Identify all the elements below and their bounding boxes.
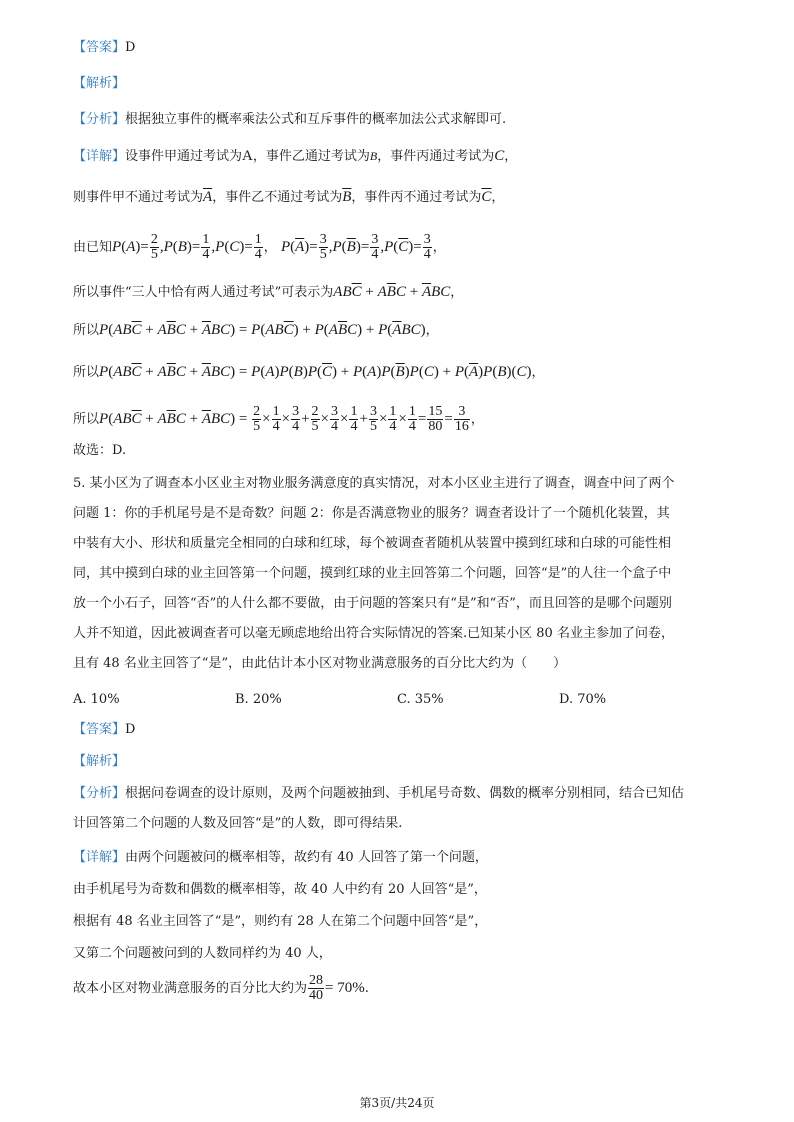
q4-detail-line-3: 由已知P(A)= $\frac{2}{5}$ ,P(B)= $\frac{1}{4}$ ,P(C)= $\frac{1}{4}$ ， $P(\overline{A})=$ $\frac{3}{5}$ $,P(\overline{B})=$ $\frac{3}{4}$ $,P(\overline{C})=$ $\frac{3}{4}$ ， <box>73 232 446 262</box>
q5-final-line: 故本小区对物业满意服务的百分比大约为 $\frac{28}{40}$ = 70%. <box>73 973 369 1003</box>
q4-answer: D <box>125 40 136 55</box>
q4-detail-line-2: 则事件甲不通过考试为$\overline{A}$，事件乙不通过考试为$\overline{B}$，事件丙不通过考试为$\overline{C}$， <box>73 189 505 205</box>
q5-stem-line: 人并不知道，因此被调查者可以毫无顾虑地给出符合实际情况的答案.已知某小区 80 名业主参加了问卷， <box>73 626 674 641</box>
q5-stem-line: 问题 1：你的手机尾号是不是奇数？问题 2：你是否满意物业的服务？调查者设计了一个随机化装置，其 <box>73 506 670 521</box>
q5-stem-line: 同，其中摸到白球的业主回答第一个问题，摸到红球的业主回答第二个问题，回答“是”的人往一个盒子中 <box>73 566 672 581</box>
page-number: 第3页/共24页 <box>359 1096 435 1110</box>
q4-detail-line-6: 所以$P(AB\overline{C} + A\overline{B}C + \overline{A}BC) = P(A)P(B)P(\overline{C}) + P(A)P(\overline{B})P(C) + P(\overline{A})P(B)(C)$， <box>73 364 545 380</box>
q5-detail-line-4: 又第二个问题被问到的人数同样约为 40 人， <box>73 946 332 961</box>
q5-stem-line: 放一个小石子，回答“否”的人什么都不要做，由于问题的答案只有“是”和“否”，而且回答的是哪个问题别 <box>73 596 672 611</box>
q5-stem-line: 5. 某小区为了调查本小区业主对物业服务满意度的真实情况，对本小区业主进行了调查，调查中问了两个 <box>73 476 675 491</box>
q5-option-a: A. 10% <box>73 692 120 707</box>
q5-option-d: D. 70% <box>559 692 607 707</box>
q5-option-c: C. 35% <box>397 692 444 707</box>
q5-detail-line-3: 根据有 48 名业主回答了“是”，则约有 28 人在第二个问题中回答“是”， <box>73 914 488 929</box>
q4-analysis-tag: 【解析】 <box>73 76 126 91</box>
q5-stem-line: 且有 48 名业主回答了“是”，由此估计本小区对物业满意服务的百分比大约为（ ） <box>73 656 567 671</box>
q4-conclusion: 故选：D. <box>73 443 127 458</box>
q4-detail-line-4: 所以事件“三人中恰有两人通过考试”可表示为$AB\overline{C} + A\overline{B}C + \overline{A}BC$， <box>73 284 464 300</box>
q5-answer: D <box>125 722 136 737</box>
q5-analysis-tag: 【解析】 <box>73 754 126 769</box>
q4-fenxi: 【分析】根据独立事件的概率乘法公式和互斥事件的概率加法公式求解即可. <box>73 112 507 127</box>
answer-tag: 【答案】 <box>73 40 126 55</box>
q5-fenxi-line-1: 【分析】根据问卷调查的设计原则，及两个问题被抽到、手机尾号奇数、偶数的概率分别相同，结合已知估 <box>73 786 685 801</box>
q4-detail-line-7: 所以$P(AB\overline{C} + A\overline{B}C + \overline{A}BC)$ = $\frac{2}{5}$ × $\frac{1}{4}$ × $\frac{3}{4}$ + $\frac{2}{5}$ × $\frac{3}{4}$ × $\frac{1}{4}$ + $\frac{3}{5}$ × $\frac{1}{4}$ × $\frac{1}{4}$ = $\frac{15}{80}$ = $\frac{3}{16}$ ， <box>73 404 484 434</box>
q5-stem-line: 中装有大小、形状和质量完全相同的白球和红球，每个被调查者随机从装置中摸到红球和白球的可能性相 <box>73 536 672 551</box>
q5-detail-line-2: 由手机尾号为奇数和偶数的概率相等，故 40 人中约有 20 人回答“是”， <box>73 882 487 897</box>
q5-detail-line-1: 【详解】由两个问题被问的概率相等，故约有 40 人回答了第一个问题， <box>73 850 488 865</box>
q4-detail-line-5: 所以$P(AB\overline{C} + A\overline{B}C + \overline{A}BC) = P(AB\overline{C}) + P(A\overline{B}C) + P(\overline{A}BC)$， <box>73 322 439 338</box>
q5-answer-line: 【答案】D <box>73 722 136 737</box>
q4-detail-line-1: 【详解】设事件甲通过考试为A，事件乙通过考试为B，事件丙通过考试为C， <box>73 148 518 164</box>
q5-option-b: B. 20% <box>235 692 282 707</box>
q5-fenxi-line-2: 计回答第二个问题的人数及回答“是”的人数，即可得结果. <box>73 816 403 831</box>
q4-answer-line <box>73 38 135 58</box>
